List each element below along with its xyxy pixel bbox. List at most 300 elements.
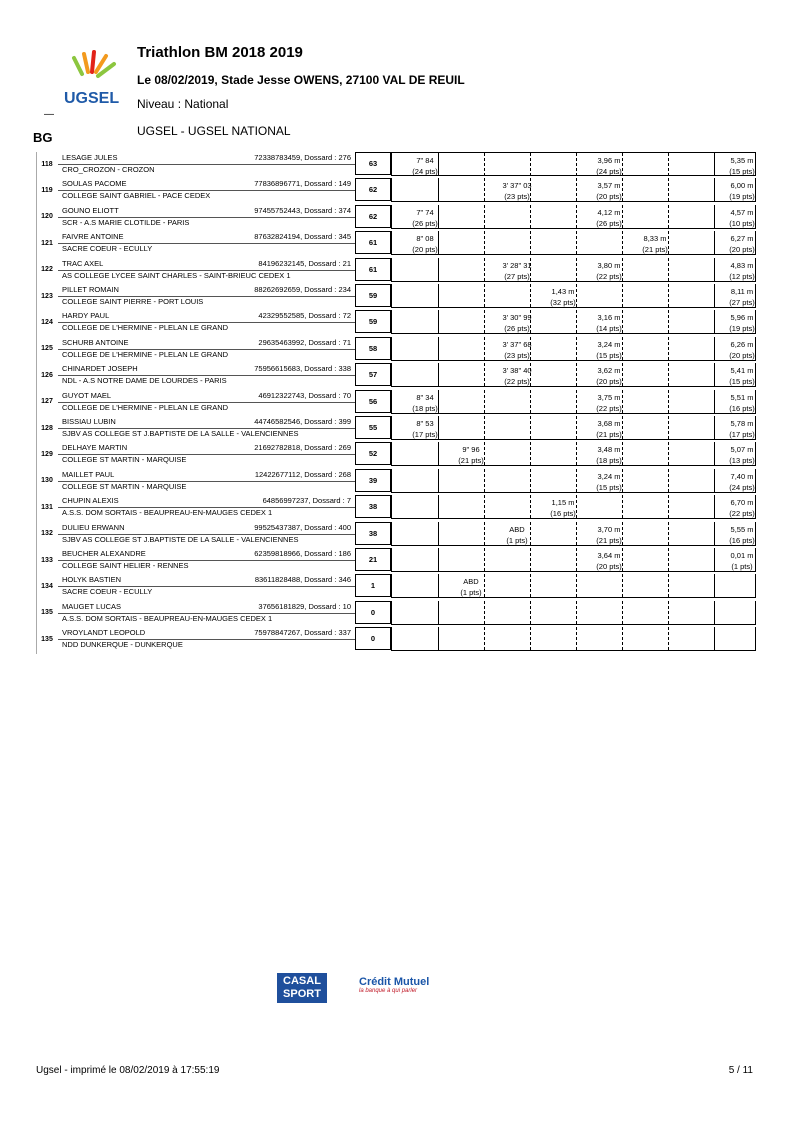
result-value: 0,01 m <box>730 551 754 560</box>
result-value: 3,80 m <box>597 260 621 270</box>
column-separator <box>668 442 669 465</box>
athlete-ids: 42329552585, Dossard : 72 <box>258 311 351 321</box>
athlete-ids: 77836896771, Dossard : 149 <box>254 179 351 189</box>
total-points: 58 <box>355 337 391 360</box>
results-box <box>391 284 756 308</box>
result-value: 5,96 m <box>730 313 754 323</box>
event-result <box>719 444 765 466</box>
event-result <box>719 286 765 308</box>
result-points: (23 pts) <box>504 192 530 202</box>
table-row <box>36 231 756 255</box>
event-result <box>586 207 632 229</box>
result-value: 3' 37" 03 <box>502 181 532 191</box>
column-separator <box>714 495 715 518</box>
result-value: 3,24 m <box>597 471 621 481</box>
event-result <box>494 339 540 361</box>
table-row <box>36 310 756 334</box>
column-separator <box>438 627 439 650</box>
result-points: (17 pts) <box>412 430 438 439</box>
rank-cell: 130 <box>41 477 53 485</box>
table-row <box>36 337 756 361</box>
column-separator <box>714 178 715 201</box>
result-points: (20 pts) <box>596 562 622 571</box>
result-points: (15 pts) <box>729 167 755 176</box>
total-points: 52 <box>355 442 391 465</box>
results-box <box>391 469 756 493</box>
athlete-name: MAILLET PAUL <box>62 469 115 479</box>
event-result <box>494 312 540 334</box>
event-result <box>402 233 448 255</box>
event-result <box>719 207 765 229</box>
column-separator <box>484 310 485 333</box>
event-result <box>586 550 632 572</box>
column-separator <box>668 337 669 360</box>
result-value: 7,40 m <box>730 471 754 481</box>
category-label: BG <box>33 130 53 145</box>
table-left-edge <box>36 152 37 654</box>
event-result <box>540 286 586 308</box>
total-points: 1 <box>355 574 391 597</box>
table-row <box>36 205 756 229</box>
result-value: 6,26 m <box>730 339 754 349</box>
column-separator <box>714 416 715 439</box>
total-points: 21 <box>355 548 391 571</box>
result-points: (27 pts) <box>729 298 755 307</box>
total-points: 59 <box>355 310 391 333</box>
result-value: 9" 96 <box>462 445 480 455</box>
column-separator <box>668 574 669 597</box>
column-separator <box>576 442 577 465</box>
club-name: COLLEGE ST MARTIN - MARQUISE <box>62 481 187 491</box>
athlete-ids: 97455752443, Dossard : 374 <box>254 205 351 215</box>
column-separator <box>714 231 715 254</box>
event-result <box>586 471 632 493</box>
result-value: 3,48 m <box>597 445 621 455</box>
event-result <box>586 312 632 334</box>
event-result <box>719 524 765 546</box>
column-separator <box>576 337 577 360</box>
result-value: 1,43 m <box>551 287 575 296</box>
result-points: (24 pts) <box>412 167 438 176</box>
column-separator <box>668 258 669 281</box>
results-box <box>391 178 756 202</box>
total-points: 0 <box>355 601 391 624</box>
column-separator <box>714 390 715 413</box>
result-value: 3,16 m <box>597 313 621 323</box>
results-box <box>391 231 756 255</box>
event-result <box>719 180 765 202</box>
result-value: 5,78 m <box>730 419 754 428</box>
total-points: 38 <box>355 495 391 518</box>
rank-cell: 131 <box>41 503 53 511</box>
rank-cell: 123 <box>41 292 53 300</box>
event-result <box>586 444 632 466</box>
page-title: Triathlon BM 2018 2019 <box>137 44 303 61</box>
result-points: (18 pts) <box>596 456 622 466</box>
column-separator <box>484 601 485 624</box>
result-points: (24 pts) <box>596 167 622 176</box>
event-result <box>494 524 540 546</box>
result-points: (1 pts) <box>506 535 528 545</box>
athlete-ids: 87632824194, Dossard : 345 <box>254 232 351 242</box>
column-separator <box>530 284 531 307</box>
result-value: 5,41 m <box>730 366 754 376</box>
result-points: (19 pts) <box>729 192 755 202</box>
total-points: 39 <box>355 469 391 492</box>
column-separator <box>714 522 715 545</box>
athlete-name: GOUNO ELIOTT <box>62 205 119 215</box>
event-result <box>719 497 765 519</box>
total-points: 56 <box>355 390 391 413</box>
club-name: COLLEGE SAINT GABRIEL - PACE CEDEX <box>62 191 211 201</box>
athlete-name: HARDY PAUL <box>62 311 110 321</box>
result-value: 4,57 m <box>730 207 754 217</box>
result-value: 3,62 m <box>597 366 621 376</box>
result-points: (10 pts) <box>729 218 755 228</box>
column-separator <box>668 495 669 518</box>
event-result <box>494 180 540 202</box>
column-separator <box>438 469 439 492</box>
result-points: (18 pts) <box>412 403 438 413</box>
column-separator <box>530 574 531 597</box>
result-value: 3,68 m <box>597 419 621 428</box>
column-separator <box>576 627 577 650</box>
athlete-name: PILLET ROMAIN <box>62 285 119 294</box>
event-result <box>719 312 765 334</box>
column-separator <box>714 310 715 333</box>
result-points: (15 pts) <box>596 350 622 360</box>
column-separator <box>622 284 623 307</box>
event-result <box>586 180 632 202</box>
athlete-ids: 37656181829, Dossard : 10 <box>258 601 351 611</box>
table-row <box>36 548 756 572</box>
result-points: (14 pts) <box>596 324 622 334</box>
result-points: (1 pts) <box>731 562 753 571</box>
event-result <box>402 207 448 229</box>
result-points: (23 pts) <box>504 350 530 360</box>
rank-cell: 134 <box>41 582 53 590</box>
total-points: 59 <box>355 284 391 307</box>
athlete-name: MAUGET LUCAS <box>62 601 122 611</box>
result-points: (26 pts) <box>596 218 622 228</box>
table-row <box>36 258 756 282</box>
result-points: (24 pts) <box>729 482 755 492</box>
column-separator <box>668 627 669 650</box>
level-label: Niveau : National <box>137 97 229 111</box>
total-points: 62 <box>355 178 391 201</box>
results-box <box>391 390 756 414</box>
club-name: COLLEGE DE L'HERMINE - PLELAN LE GRAND <box>62 323 229 333</box>
column-separator <box>530 469 531 492</box>
result-points: (20 pts) <box>412 245 438 255</box>
result-value: 3,75 m <box>597 392 621 402</box>
column-separator <box>714 548 715 571</box>
column-separator <box>576 469 577 492</box>
rank-cell: 118 <box>41 160 53 168</box>
result-points: (15 pts) <box>596 482 622 492</box>
column-separator <box>714 258 715 281</box>
column-separator <box>530 416 531 439</box>
rank-cell: 133 <box>41 556 53 564</box>
result-value: 5,51 m <box>730 392 754 402</box>
results-box <box>391 627 756 651</box>
column-separator <box>576 205 577 228</box>
column-separator <box>484 548 485 571</box>
event-result <box>632 233 678 255</box>
athlete-ids: 72338783459, Dossard : 276 <box>254 153 351 162</box>
column-separator <box>668 310 669 333</box>
rank-cell: 126 <box>41 371 53 379</box>
results-box <box>391 152 756 176</box>
result-points: (1 pts) <box>460 588 482 598</box>
result-value: 3,70 m <box>597 524 621 534</box>
credit-mutuel-logo: Crédit Mutuel la banque à qui parler <box>359 976 430 994</box>
ugsel-logo <box>60 50 130 108</box>
result-points: (13 pts) <box>729 456 755 466</box>
column-separator <box>576 601 577 624</box>
column-separator <box>438 178 439 201</box>
result-points: (21 pts) <box>458 456 484 466</box>
column-separator <box>530 390 531 413</box>
column-separator <box>668 363 669 386</box>
athlete-name: SOULAS PACOME <box>62 179 127 189</box>
result-value: 6,00 m <box>730 181 754 191</box>
result-points: (26 pts) <box>412 218 438 228</box>
column-separator <box>576 231 577 254</box>
table-row <box>36 416 756 440</box>
result-points: (16 pts) <box>729 403 755 413</box>
column-separator <box>622 231 623 254</box>
rank-cell: 127 <box>41 398 53 406</box>
column-separator <box>576 390 577 413</box>
results-box <box>391 310 756 334</box>
dash-mark: — <box>44 109 54 120</box>
column-separator <box>714 337 715 360</box>
result-points: (22 pts) <box>729 509 755 519</box>
athlete-ids: 12422677112, Dossard : 268 <box>254 469 351 479</box>
column-separator <box>714 601 715 624</box>
column-separator <box>530 231 531 254</box>
result-value: 3' 28" 31 <box>502 260 532 270</box>
result-value: 3,64 m <box>597 551 621 560</box>
result-points: (21 pts) <box>596 430 622 439</box>
event-result <box>494 260 540 282</box>
column-separator <box>530 205 531 228</box>
results-box <box>391 442 756 466</box>
results-box <box>391 574 756 598</box>
table-row <box>36 495 756 519</box>
rank-cell: 124 <box>41 318 53 326</box>
event-result <box>586 155 632 177</box>
column-separator <box>484 495 485 518</box>
result-value: 8" 34 <box>416 392 434 402</box>
table-row <box>36 469 756 493</box>
column-separator <box>714 363 715 386</box>
event-result <box>586 392 632 414</box>
result-points: (20 pts) <box>729 245 755 255</box>
athlete-ids: 88262692659, Dossard : 234 <box>254 285 351 294</box>
result-value: 5,55 m <box>730 524 754 534</box>
result-value: 4,83 m <box>730 260 754 270</box>
column-separator <box>484 390 485 413</box>
column-separator <box>484 231 485 254</box>
club-name: COLLEGE SAINT HELIER - RENNES <box>62 561 189 570</box>
table-row <box>36 152 756 176</box>
event-result <box>402 418 448 440</box>
club-name: SCR - A.S MARIE CLOTILDE - PARIS <box>62 217 190 227</box>
column-separator <box>438 548 439 571</box>
column-separator <box>714 442 715 465</box>
athlete-ids: 21692782818, Dossard : 269 <box>254 443 351 453</box>
column-separator <box>622 601 623 624</box>
result-value: 3,57 m <box>597 181 621 191</box>
club-name: COLLEGE DE L'HERMINE - PLELAN LE GRAND <box>62 349 229 359</box>
column-separator <box>668 153 669 176</box>
athlete-name: DELHAYE MARTIN <box>62 443 128 453</box>
result-value: 5,35 m <box>730 156 754 165</box>
column-separator <box>576 416 577 439</box>
column-separator <box>714 574 715 597</box>
column-separator <box>714 627 715 650</box>
column-separator <box>576 258 577 281</box>
club-name: SACRE COEUR - ECULLY <box>62 587 153 597</box>
rank-cell: 122 <box>41 266 53 274</box>
column-separator <box>438 310 439 333</box>
result-value: 3,96 m <box>597 156 621 165</box>
column-separator <box>438 284 439 307</box>
column-separator <box>668 284 669 307</box>
column-separator <box>484 522 485 545</box>
result-points: (16 pts) <box>729 535 755 545</box>
results-box <box>391 258 756 282</box>
result-value: 3,24 m <box>597 339 621 349</box>
column-separator <box>484 416 485 439</box>
column-separator <box>484 284 485 307</box>
result-points: (20 pts) <box>596 192 622 202</box>
column-separator <box>484 627 485 650</box>
event-subtitle: Le 08/02/2019, Stade Jesse OWENS, 27100 VAL DE REUIL <box>137 73 465 87</box>
column-separator <box>484 178 485 201</box>
total-points: 38 <box>355 522 391 545</box>
column-separator <box>438 601 439 624</box>
total-points: 61 <box>355 258 391 281</box>
table-row <box>36 178 756 202</box>
club-name: NDD DUNKERQUE - DUNKERQUE <box>62 640 183 650</box>
athlete-name: TRAC AXEL <box>62 258 104 268</box>
column-separator <box>668 522 669 545</box>
rank-cell: 128 <box>41 424 53 432</box>
column-separator <box>576 548 577 571</box>
column-separator <box>484 337 485 360</box>
rank-cell: 132 <box>41 530 53 538</box>
result-points: (21 pts) <box>642 245 668 255</box>
total-points: 0 <box>355 627 391 650</box>
column-separator <box>438 495 439 518</box>
result-value: 7" 74 <box>416 207 434 217</box>
result-value: ABD <box>509 524 525 534</box>
rank-cell: 135 <box>41 635 53 643</box>
rank-cell: 121 <box>41 239 53 247</box>
athlete-ids: 99525437387, Dossard : 400 <box>254 522 351 532</box>
club-name: COLLEGE DE L'HERMINE - PLELAN LE GRAND <box>62 402 229 412</box>
column-separator <box>484 363 485 386</box>
column-separator <box>668 416 669 439</box>
table-row <box>36 284 756 308</box>
athlete-name: BISSIAU LUBIN <box>62 417 116 426</box>
column-separator <box>668 178 669 201</box>
rank-cell: 129 <box>41 450 53 458</box>
column-separator <box>438 442 439 465</box>
result-points: (22 pts) <box>504 377 530 387</box>
result-value: 3' 38" 40 <box>502 366 532 376</box>
results-box <box>391 601 756 625</box>
athlete-name: GUYOT MAEL <box>62 390 112 400</box>
event-result <box>402 155 448 177</box>
column-separator <box>714 153 715 176</box>
column-separator <box>668 601 669 624</box>
total-points: 61 <box>355 231 391 254</box>
rank-cell: 119 <box>41 186 53 194</box>
column-separator <box>530 548 531 571</box>
column-separator <box>576 363 577 386</box>
club-name: CRO_CROZON - CROZON <box>62 165 155 174</box>
result-value: 8" 53 <box>416 419 434 428</box>
event-result <box>402 392 448 414</box>
event-result <box>719 155 765 177</box>
column-separator <box>530 601 531 624</box>
event-result <box>448 576 494 598</box>
result-value: 6,70 m <box>730 498 754 508</box>
result-value: 3' 37" 68 <box>502 339 532 349</box>
organization-label: UGSEL - UGSEL NATIONAL <box>137 124 291 138</box>
event-result <box>719 260 765 282</box>
result-value: 8" 08 <box>416 234 434 244</box>
event-result <box>719 550 765 572</box>
column-separator <box>622 495 623 518</box>
club-name: SACRE COEUR - ECULLY <box>62 244 153 254</box>
column-separator <box>530 153 531 176</box>
column-separator <box>438 258 439 281</box>
result-points: (15 pts) <box>729 377 755 387</box>
column-separator <box>622 574 623 597</box>
column-separator <box>530 627 531 650</box>
result-value: 7" 84 <box>416 156 434 165</box>
club-name: A.S.S. DOM SORTAIS - BEAUPREAU-EN-MAUGES CEDEX 1 <box>62 508 273 518</box>
athlete-name: CHUPIN ALEXIS <box>62 496 119 506</box>
result-points: (20 pts) <box>729 350 755 360</box>
event-result <box>719 471 765 493</box>
athlete-name: DULIEU ERWANN <box>62 522 125 532</box>
svg-text:UGSEL: UGSEL <box>64 90 120 107</box>
table-row <box>36 627 756 651</box>
club-name: SJBV AS COLLEGE ST J.BAPTISTE DE LA SALLE - VALENCIENNES <box>62 534 299 544</box>
event-result <box>586 339 632 361</box>
column-separator <box>576 574 577 597</box>
column-separator <box>484 258 485 281</box>
column-separator <box>668 548 669 571</box>
club-name: A.S.S. DOM SORTAIS - BEAUPREAU-EN-MAUGES CEDEX 1 <box>62 613 273 623</box>
athlete-ids: 75978847267, Dossard : 337 <box>254 628 351 638</box>
table-row <box>36 363 756 387</box>
result-points: (17 pts) <box>729 430 755 439</box>
column-separator <box>668 469 669 492</box>
results-box <box>391 495 756 519</box>
result-points: (22 pts) <box>596 403 622 413</box>
table-row <box>36 574 756 598</box>
result-points: (26 pts) <box>504 324 530 334</box>
athlete-ids: 84196232145, Dossard : 21 <box>258 258 351 268</box>
rank-cell: 135 <box>41 609 53 617</box>
